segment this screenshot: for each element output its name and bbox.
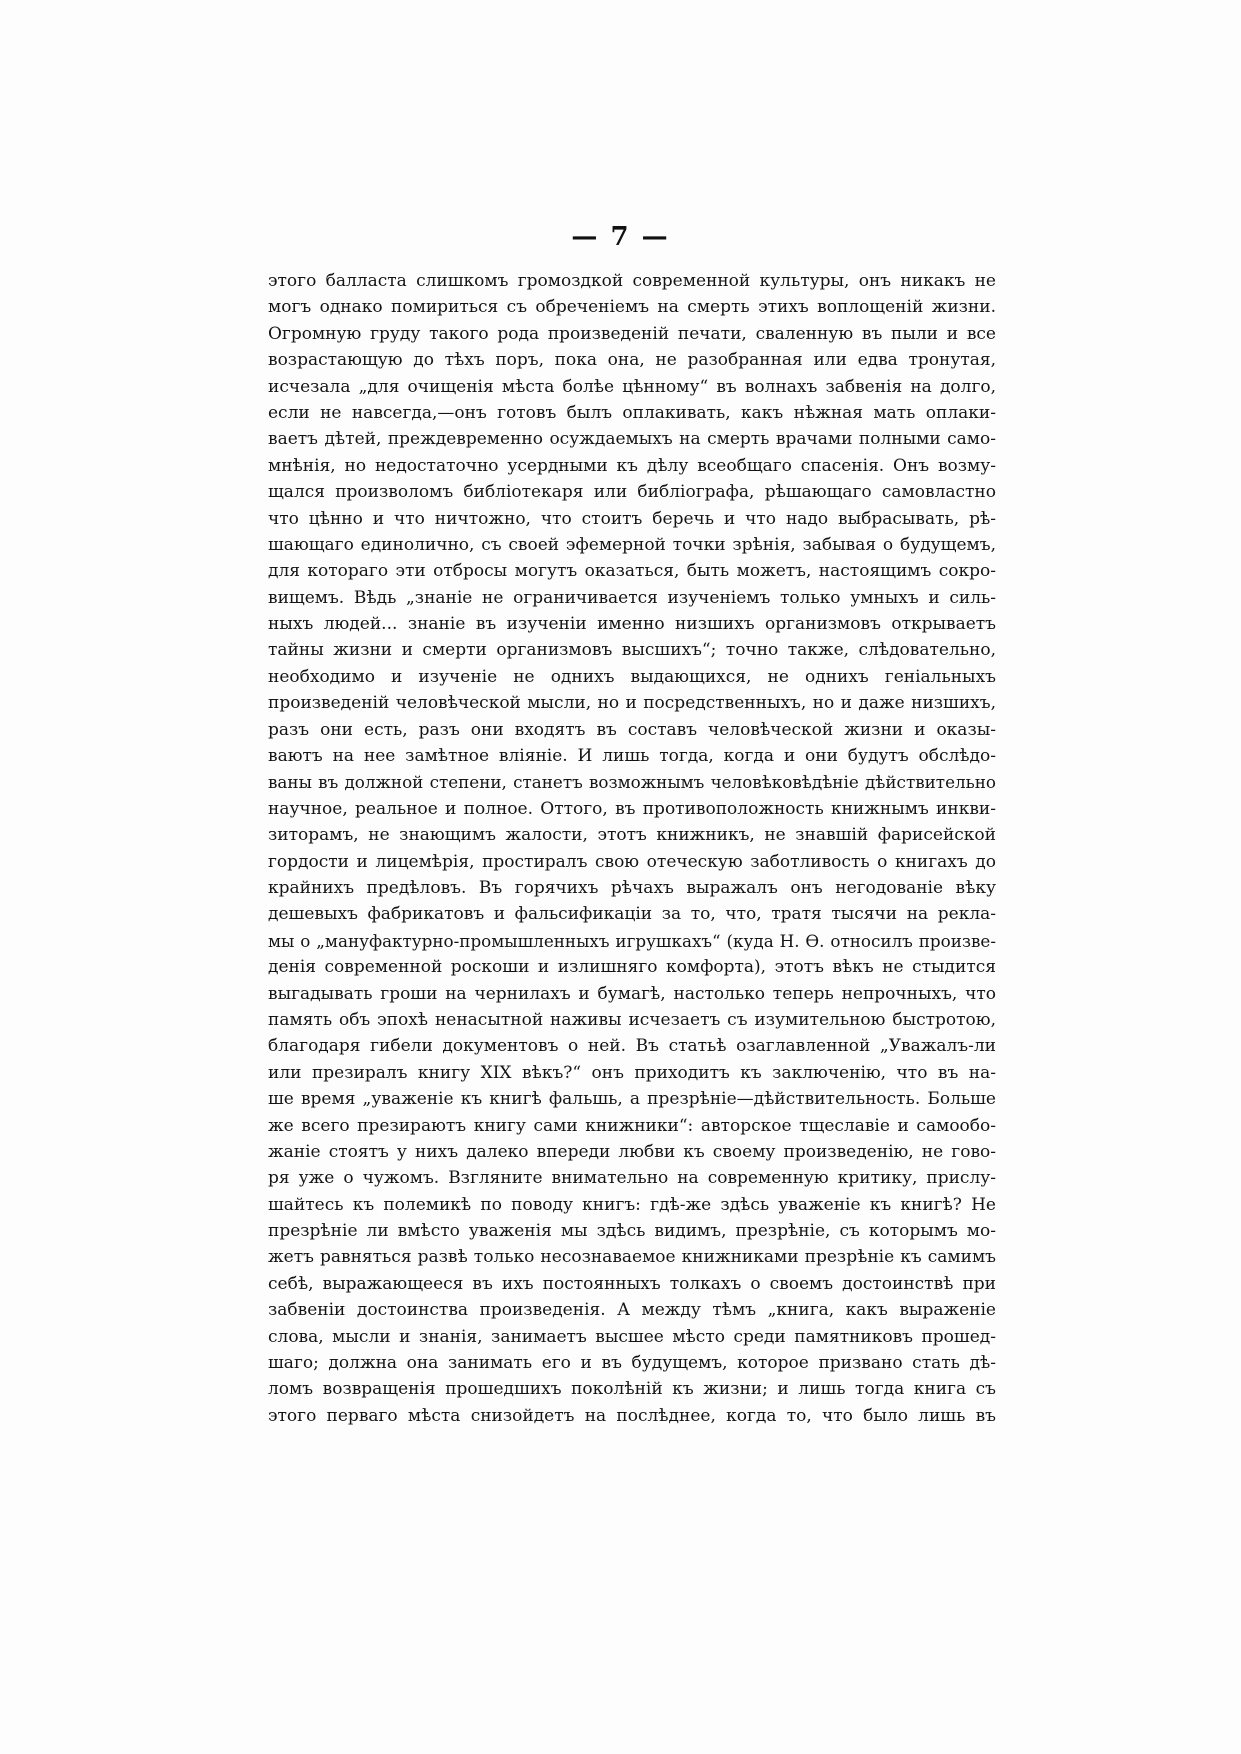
text-line: ломъ возвращенія прошедшихъ поколѣній къ жизни; и лишь тогда книга съ <box>268 1379 996 1400</box>
text-line: презрѣніе ли вмѣсто уваженія мы здѣсь видимъ, презрѣніе, съ которымъ мо- <box>268 1221 996 1242</box>
text-line: забвеніи достоинства произведенія. А между тѣмъ „книга, какъ выраженіе <box>268 1300 996 1321</box>
text-line: жетъ равняться развѣ только несознаваемое книжниками презрѣніе къ самимъ <box>268 1247 996 1268</box>
text-line: возрастающую до тѣхъ поръ, пока она, не разобранная или едва тронутая, <box>268 350 996 371</box>
text-line: слова, мысли и знанія, занимаетъ высшее мѣсто среди памятниковъ прошед- <box>268 1326 996 1347</box>
text-line: тайны жизни и смерти организмовъ высшихъ“; точно также, слѣдовательно, <box>268 640 996 661</box>
text-line: научное, реальное и полное. Оттого, въ противоположность книжнымъ инкви- <box>268 798 996 819</box>
text-line: если не навсегда,—онъ готовъ былъ оплакивать, какъ нѣжная мать оплаки- <box>268 402 996 423</box>
text-line: этого балласта слишкомъ громоздкой современной культуры, онъ никакъ не <box>268 271 996 291</box>
text-line: себѣ, выражающееся въ ихъ постоянныхъ толкахъ о своемъ достоинствѣ при <box>268 1273 996 1294</box>
text-line: память объ эпохѣ ненасытной наживы исчезаетъ съ изумительною быстротою, <box>268 1009 996 1030</box>
text-line: Огромную груду такого рода произведеній печати, сваленную въ пыли и все <box>268 323 996 344</box>
text-line: щался произволомъ библіотекаря или библіографа, рѣшающаго самовластно <box>268 482 996 503</box>
page-number: — 7 — <box>571 222 670 252</box>
text-line: произведеній человѣческой мысли, но и посредственныхъ, но и даже низшихъ, <box>268 693 996 714</box>
text-line: мы о „мануфактурно-промышленныхъ игрушкахъ“ (куда Н. Ѳ. относилъ произве- <box>268 930 996 951</box>
text-line: могъ однако помириться съ обреченіемъ на смерть этихъ воплощеній жизни. <box>268 297 996 318</box>
text-line: ваетъ дѣтей, преждевременно осуждаемыхъ на смерть врачами полными само- <box>268 429 996 450</box>
text-line: жаніе стоятъ у нихъ далеко впереди любви къ своему произведенію, не гово- <box>268 1141 996 1162</box>
text-line: шайтесь къ полемикѣ по поводу книгъ: гдѣ-же здѣсь уваженіе къ книгѣ? Не <box>268 1194 996 1215</box>
text-line: исчезала „для очищенія мѣста болѣе цѣнному“ въ волнахъ забвенія на долго, <box>268 376 996 397</box>
text-line: шаго; должна она занимать его и въ будущемъ, которое призвано стать дѣ- <box>268 1353 996 1374</box>
text-line: ше время „уваженіе къ книгѣ фальшь, а презрѣніе—дѣйствительность. Больше <box>268 1089 996 1110</box>
text-line: же всего презираютъ книгу сами книжники“: авторское тщеславіе и самообо- <box>268 1115 996 1136</box>
text-line: необходимо и изученіе не однихъ выдающихся, не однихъ геніальныхъ <box>268 666 996 687</box>
text-line: благодаря гибели документовъ о ней. Въ статьѣ озаглавленной „Уважалъ-ли <box>268 1036 996 1057</box>
text-line: зиторамъ, не знающимъ жалости, этотъ книжникъ, не знавшій фарисейской <box>268 825 996 846</box>
text-line: ря уже о чужомъ. Взгляните внимательно на современную критику, прислу- <box>268 1168 996 1189</box>
text-line: гордости и лицемѣрія, простиралъ свою отеческую заботливость о книгахъ до <box>268 851 996 872</box>
text-line: для котораго эти отбросы могутъ оказаться, быть можетъ, настоящимъ сокро- <box>268 561 996 582</box>
text-line: шающаго единолично, съ своей эфемерной точки зрѣнія, забывая о будущемъ, <box>268 534 996 555</box>
text-line: денія современной роскоши и излишняго комфорта), этотъ вѣкъ не стыдится <box>268 957 996 978</box>
text-line: ваютъ на нее замѣтное вліяніе. И лишь тогда, когда и они будутъ обслѣдо- <box>268 746 996 767</box>
text-line: ныхъ людей... знаніе въ изученіи именно низшихъ организмовъ открываетъ <box>268 614 996 635</box>
text-line: крайнихъ предѣловъ. Въ горячихъ рѣчахъ выражалъ онъ негодованіе вѣку <box>268 877 996 898</box>
text-line: или презиралъ книгу XIX вѣкъ?“ онъ приходитъ къ заключенію, что въ на- <box>268 1062 996 1083</box>
body-text <box>268 268 996 1429</box>
text-line: этого перваго мѣста снизойдетъ на послѣднее, когда то, что было лишь въ <box>268 1405 996 1426</box>
text-line: вищемъ. Вѣдь „знаніе не ограничивается изученіемъ только умныхъ и силь- <box>268 587 996 608</box>
text-line: выгадывать гроши на чернилахъ и бумагѣ, настолько теперь непрочныхъ, что <box>268 983 996 1004</box>
text-line: дешевыхъ фабрикатовъ и фальсификаціи за то, что, тратя тысячи на рекла- <box>268 904 996 925</box>
text-line: ваны въ должной степени, станетъ возможнымъ человѣковѣдѣніе дѣйствительно <box>268 772 996 793</box>
text-line: разъ они есть, разъ они входятъ въ составъ человѣческой жизни и оказы- <box>268 719 996 740</box>
text-line: мнѣнія, но недостаточно усердными къ дѣлу всеобщаго спасенія. Онъ возму- <box>268 455 996 476</box>
text-line: что цѣнно и что ничтожно, что стоитъ беречь и что надо выбрасывать, рѣ- <box>268 508 996 529</box>
